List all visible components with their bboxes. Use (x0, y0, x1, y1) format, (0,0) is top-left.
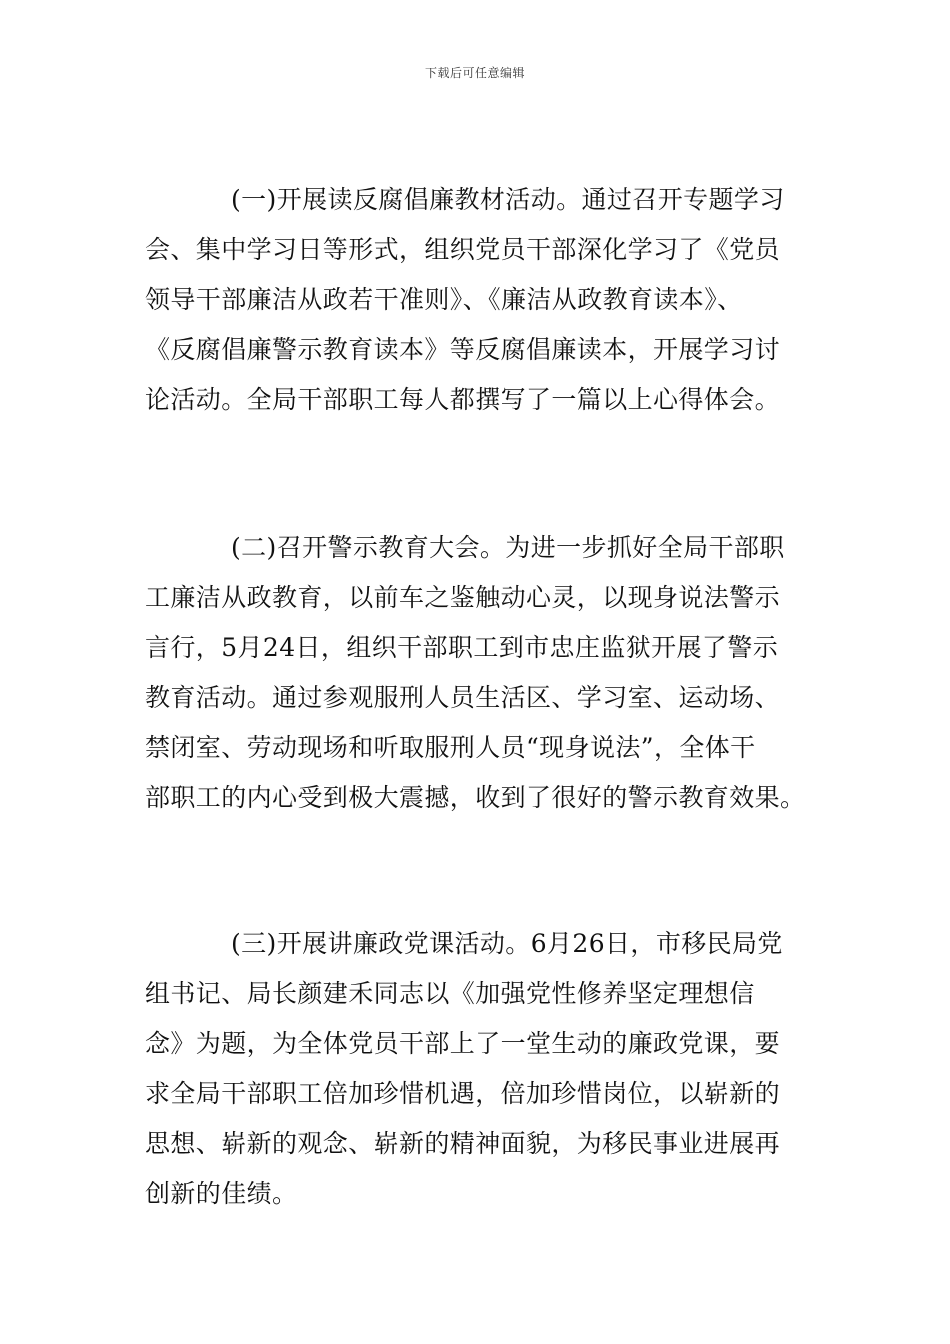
paragraph-integrity-party-lecture (145, 919, 810, 1219)
paragraph-warning-education-meeting (145, 523, 810, 823)
paragraph-line: 思想、崭新的观念、崭新的精神面貌，为移民事业进展再 (145, 1129, 781, 1158)
paragraph-line: 禁闭室、劳动现场和听取服刑人员“现身说法”，全体干 (145, 733, 756, 762)
paragraph-line: (二)召开警示教育大会。为进一步抓好全局干部职 (231, 533, 785, 562)
paragraph-line: 组书记、局长颜建禾同志以《加强党性修养坚定理想信 (145, 979, 755, 1008)
paragraph-anti-corruption-reading (145, 175, 810, 425)
paragraph-line: 会、集中学习日等形式，组织党员干部深化学习了《党员 (145, 235, 781, 264)
paragraph-line: 创新的佳绩。 (145, 1179, 298, 1208)
paragraph-line: 《反腐倡廉警示教育读本》等反腐倡廉读本，开展学习讨 (145, 335, 781, 364)
paragraph-line: 求全局干部职工倍加珍惜机遇，倍加珍惜岗位，以崭新的 (145, 1079, 781, 1108)
paragraph-line: 念》为题，为全体党员干部上了一堂生动的廉政党课，要 (145, 1029, 781, 1058)
paragraph-line: (三)开展讲廉政党课活动。6月26日，市移民局党 (231, 929, 783, 958)
paragraph-line: 言行，5月24日，组织干部职工到市忠庄监狱开展了警示 (145, 633, 779, 662)
paragraph-line: (一)开展读反腐倡廉教材活动。通过召开专题学习 (231, 185, 785, 214)
paragraph-line: 部职工的内心受到极大震撼，收到了很好的警示教育效果。 (145, 783, 806, 812)
paragraph-line: 工廉洁从政教育，以前车之鉴触动心灵，以现身说法警示 (145, 583, 781, 612)
paragraph-line: 论活动。全局干部职工每人都撰写了一篇以上心得体会。 (145, 385, 781, 414)
page-header-note: 下载后可任意编辑 (424, 66, 525, 80)
paragraph-line: 领导干部廉洁从政若干准则》、《廉洁从政教育读本》、 (145, 285, 743, 314)
paragraph-line: 教育活动。通过参观服刑人员生活区、学习室、运动场、 (145, 683, 781, 712)
